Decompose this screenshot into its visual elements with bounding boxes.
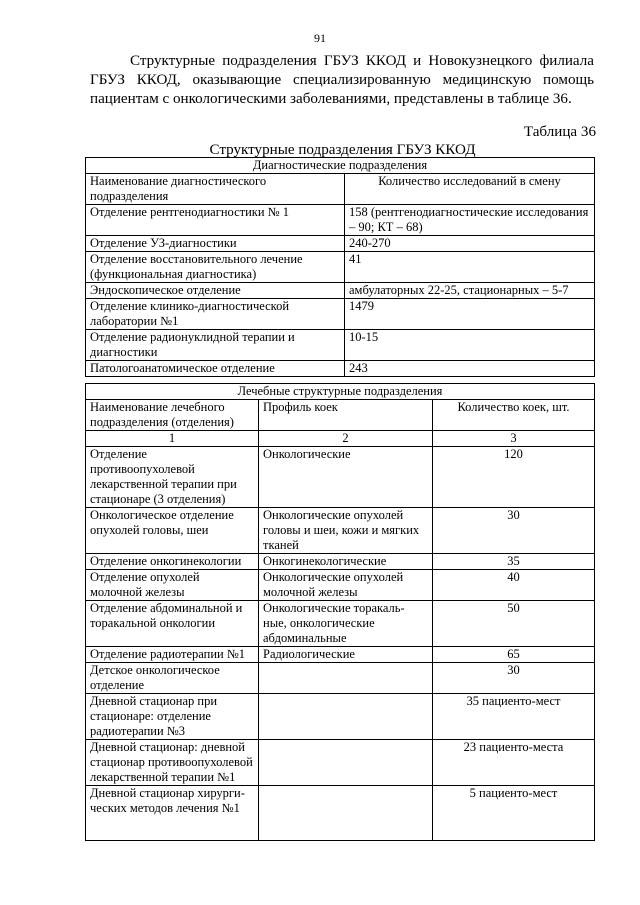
department-name: Дневной стационар хирурги-ческих методов лечения №1 xyxy=(86,786,259,841)
department-name: Отделение радиотерапии №1 xyxy=(86,647,259,663)
department-name: Детское онкологическое отделение xyxy=(86,663,259,694)
table-row xyxy=(86,447,595,508)
bed-profile: Онкологические xyxy=(259,447,433,508)
table-row xyxy=(86,236,595,252)
bed-count: 35 xyxy=(433,554,595,570)
research-count: 41 xyxy=(345,252,595,283)
department-name: Отделение восстановительного лечение (функциональная диагностика) xyxy=(86,252,345,283)
section-title-diagnostic: Диагностические подразделения xyxy=(86,158,595,174)
bed-profile: Онкогинекологические xyxy=(259,554,433,570)
table-row xyxy=(86,663,595,694)
research-count: 10-15 xyxy=(345,330,595,361)
bed-count: 35 пациенто-мест xyxy=(433,694,595,740)
table-row xyxy=(86,554,595,570)
column-header-department: Наименование лечебного подразделения (отделения) xyxy=(86,400,259,431)
department-name: Отделение противоопухолевой лекарственной терапии при стационаре (3 отделения) xyxy=(86,447,259,508)
table-row xyxy=(86,283,595,299)
column-header-beds: Количество коек, шт. xyxy=(433,400,595,431)
table-caption: Структурные подразделения ГБУЗ ККОД xyxy=(209,142,476,158)
bed-profile: Радиологические xyxy=(259,647,433,663)
research-count: 1479 xyxy=(345,299,595,330)
table-row xyxy=(86,330,595,361)
bed-profile xyxy=(259,740,433,786)
section-row xyxy=(86,158,595,174)
table-row xyxy=(86,299,595,330)
table-row xyxy=(86,694,595,740)
research-count: 158 (рентгенодиагностические исследования – 90; КТ – 68) xyxy=(345,205,595,236)
department-name: Дневной стационар при стационаре: отделение радиотерапии №3 xyxy=(86,694,259,740)
column-number: 3 xyxy=(433,431,595,447)
table-row xyxy=(86,647,595,663)
department-name: Отделение онкогинекологии xyxy=(86,554,259,570)
table-row xyxy=(86,740,595,786)
table-row xyxy=(86,570,595,601)
department-name: Эндоскопическое отделение xyxy=(86,283,345,299)
treatment-table xyxy=(85,383,595,841)
column-header-count: Количество исследований в смену xyxy=(345,174,595,205)
bed-count: 65 xyxy=(433,647,595,663)
intro-paragraph: Структурные подразделения ГБУЗ ККОД и Новокузнецкого филиала ГБУЗ ККОД, оказывающие специализированную медицинскую помощь пациентам с онкологическими заболеваниями, представлены в таблице 36. xyxy=(90,53,594,107)
table-row xyxy=(86,786,595,841)
table-row xyxy=(86,205,595,236)
table-row xyxy=(86,252,595,283)
bed-profile: Онкологические опухолей головы и шеи, кожи и мягких тканей xyxy=(259,508,433,554)
department-name: Отделение УЗ-диагностики xyxy=(86,236,345,252)
department-name: Отделение радионуклидной терапии и диагностики xyxy=(86,330,345,361)
department-name: Отделение клинико-диагностической лаборатории №1 xyxy=(86,299,345,330)
bed-profile: Онкологические торакаль-ные, онкологические абдоминальные xyxy=(259,601,433,647)
column-number: 2 xyxy=(259,431,433,447)
bed-count: 120 xyxy=(433,447,595,508)
header-row xyxy=(86,174,595,205)
department-name: Онкологическое отделение опухолей головы, шеи xyxy=(86,508,259,554)
section-title-treatment: Лечебные структурные подразделения xyxy=(86,384,595,400)
bed-count: 50 xyxy=(433,601,595,647)
bed-profile xyxy=(259,694,433,740)
department-name: Патологоанатомическое отделение xyxy=(86,361,345,377)
table-row xyxy=(86,601,595,647)
bed-profile: Онкологические опухолей молочной железы xyxy=(259,570,433,601)
department-name: Отделение опухолей молочной железы xyxy=(86,570,259,601)
research-count: 240-270 xyxy=(345,236,595,252)
bed-count: 30 xyxy=(433,663,595,694)
bed-count: 40 xyxy=(433,570,595,601)
bed-count: 30 xyxy=(433,508,595,554)
table-row xyxy=(86,361,595,377)
bed-profile xyxy=(259,663,433,694)
column-number: 1 xyxy=(86,431,259,447)
research-count: 243 xyxy=(345,361,595,377)
table-row xyxy=(86,508,595,554)
column-header-name: Наименование диагностического подразделения xyxy=(86,174,345,205)
column-header-profile: Профиль коек xyxy=(259,400,433,431)
department-name: Отделение рентгенодиагностики № 1 xyxy=(86,205,345,236)
bed-count: 5 пациенто-мест xyxy=(433,786,595,841)
header-row xyxy=(86,400,595,431)
section-row xyxy=(86,384,595,400)
research-count: амбулаторных 22-25, стационарных – 5-7 xyxy=(345,283,595,299)
table-label: Таблица 36 xyxy=(523,124,596,140)
page-number: 91 xyxy=(314,31,326,45)
bed-count: 23 пациенто-места xyxy=(433,740,595,786)
numbering-row xyxy=(86,431,595,447)
department-name: Дневной стационар: дневной стационар противоопухолевой лекарственной терапии №1 xyxy=(86,740,259,786)
department-name: Отделение абдоминальной и торакальной онкологии xyxy=(86,601,259,647)
diagnostic-table xyxy=(85,157,595,377)
bed-profile xyxy=(259,786,433,841)
